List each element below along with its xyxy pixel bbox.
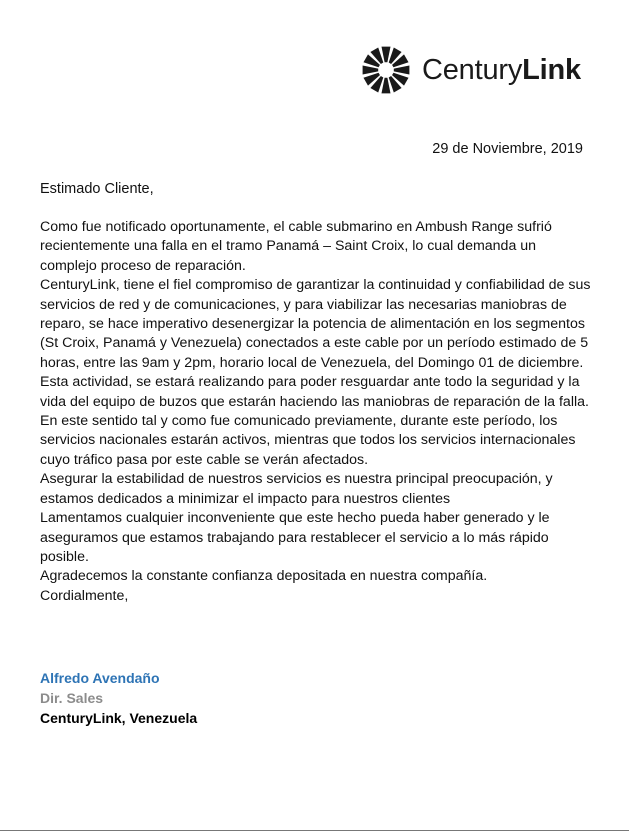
body-paragraph: Agradecemos la constante confianza depositada en nuestra compañía.: [40, 568, 488, 585]
signer-title: Dir. Sales: [40, 690, 104, 706]
body-paragraph: Como fue notificado oportunamente, el cable submarino en Ambush Range sufrió recientemente una falla en el tramo Panamá – Saint Croix, lo cual demanda un complejo proceso de reparación.: [40, 219, 552, 274]
body-paragraph: Lamentamos cualquier inconveniente que este hecho pueda haber generado y le aseguramos que estamos trabajando para restablecer el servicio a lo más rápido posible.: [40, 510, 550, 565]
logo-ray: [381, 47, 390, 63]
logo-wordmark: [422, 53, 581, 86]
salutation: Estimado Cliente,: [40, 181, 154, 197]
body-paragraph: Asegurar la estabilidad de nuestros servicios es nuestra principal preocupación, y estamos dedicados a minimizar el impacto para nuestros clientes: [40, 471, 553, 507]
logo-name-bold: Link: [522, 53, 581, 86]
signer-name: Alfredo Avendaño: [40, 670, 160, 686]
logo-ray: [363, 65, 379, 74]
signature-block: [40, 668, 197, 728]
page-bottom-rule: [0, 830, 629, 831]
logo-name-regular: Century: [422, 53, 523, 86]
body-paragraph: CenturyLink, tiene el fiel compromiso de garantizar la continuidad y confiabilidad de sus servicios de red y de comunicaciones, y para viabilizar las necesarias maniobras de reparo, se hace imperativo desenergizar la potencia de alimentación en los segmentos (St Croix, Panamá y Venezuela) conectados a este cable por un período estimado de 5 horas, entre las 9am y 2pm, horario local de Venezuela, del Domingo 01 de diciembre.: [40, 277, 591, 371]
body-paragraph: Esta actividad, se estará realizando para poder resguardar ante todo la seguridad y la vida del equipo de buzos que estarán haciendo las maniobras de reparación de la falla.: [40, 374, 589, 410]
company-logo: [360, 44, 581, 96]
starburst-logo-icon: [360, 44, 412, 96]
logo-ray: [394, 65, 410, 74]
letter-date: 29 de Noviembre, 2019: [432, 141, 583, 157]
signer-company: CenturyLink, Venezuela: [40, 710, 198, 726]
closing: Cordialmente,: [40, 587, 129, 604]
body-paragraph: En este sentido tal y como fue comunicado previamente, durante este período, los servicios nacionales estarán activos, mientras que todos los servicios internacionales cuyo tráfico pasa por este cable se verán afectados.: [40, 413, 576, 468]
logo-ray: [381, 78, 390, 94]
letter-body: [40, 218, 592, 606]
